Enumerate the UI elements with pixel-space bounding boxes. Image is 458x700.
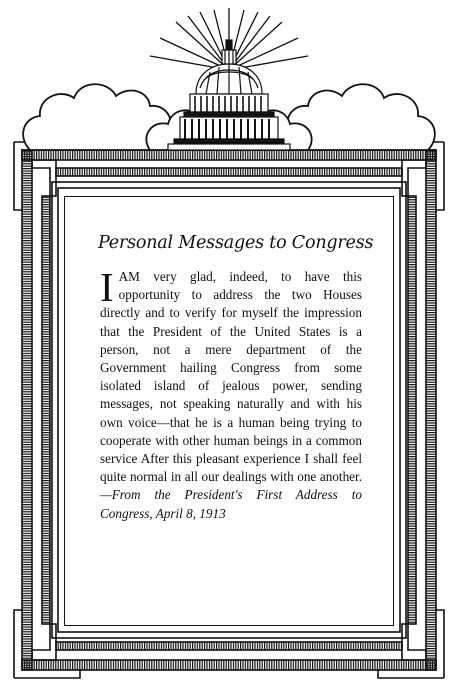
quote-text: AM very glad, indeed, to have this opportunity to address the two Houses directly and to verify for myself the impression that the President of the United States is a person, not a mere department of the Government hailing Congress from some isolated island of jealous power, sending messages, not speaking naturally and with his own voice—that he is a human being trying to cooperate with other human beings in a common service After this pleasant experience I shall feel quite normal in all our dealings with one another.	[100, 269, 362, 485]
drop-cap: I	[100, 264, 114, 310]
page-title: Personal Messages to Congress	[98, 233, 374, 253]
capitol-dome-icon	[168, 40, 290, 150]
quote-attribution: —From the President's First Address to Congress, April 8, 1913	[100, 487, 362, 521]
quote-body	[100, 264, 362, 523]
